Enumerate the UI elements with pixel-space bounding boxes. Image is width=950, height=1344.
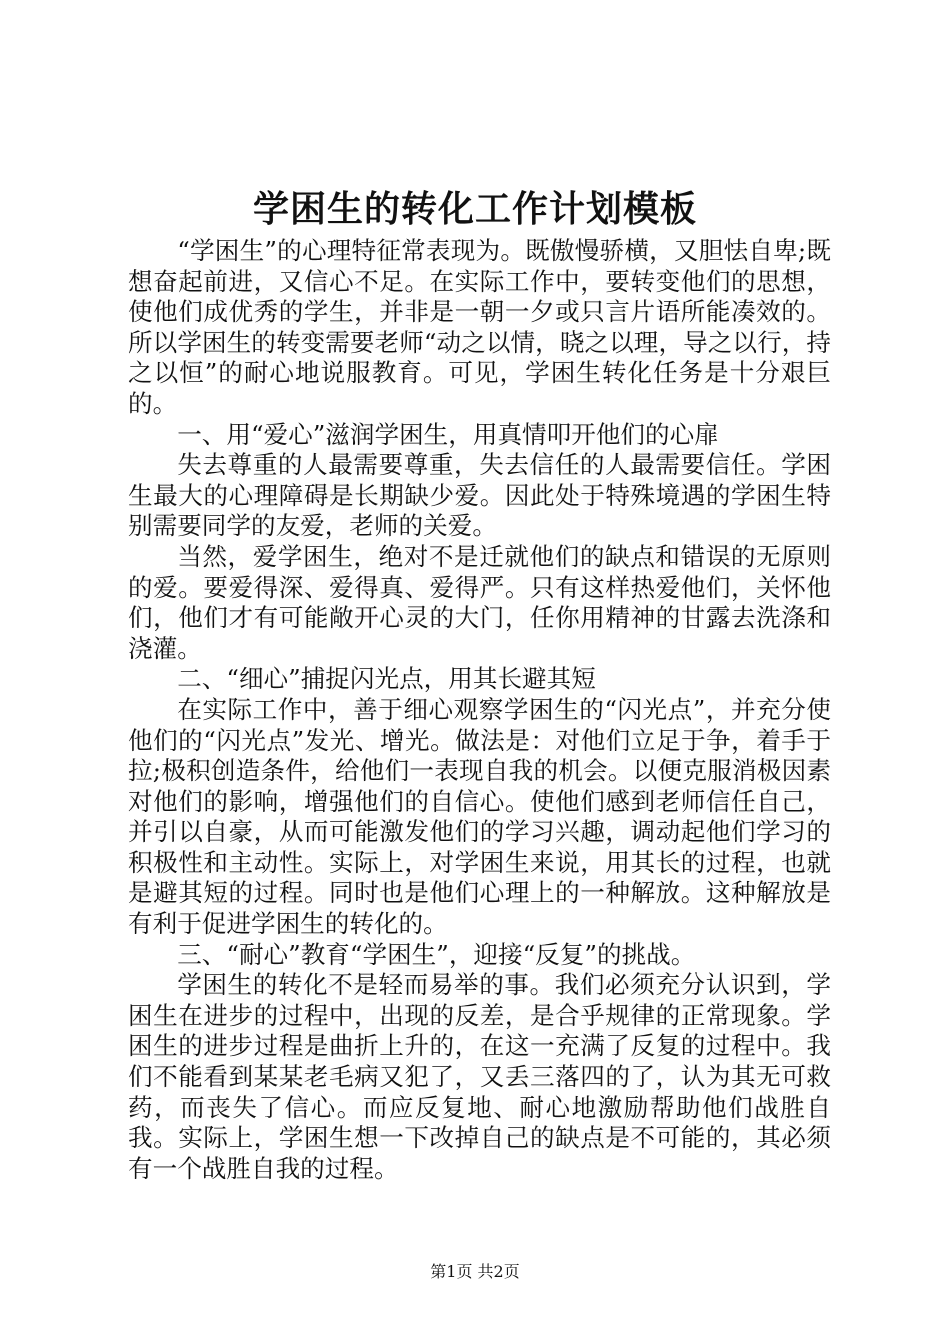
body-paragraph: 学困生的转化不是轻而易举的事。我们必须充分认识到，学困生在进步的过程中，出现的反差，是合乎规律的正常现象。学困生的进步过程是曲折上升的，在这一充满了反复的过程中。我们不能看到某某老毛病又犯了，又丢三落四的了，认为其无可救药，而丧失了信心。而应反复地、耐心地激励帮助他们战胜自我。实际上，学困生想一下改掉自己的缺点是不可能的，其必须有一个战胜自我的过程。 — [128, 970, 831, 1183]
document-title: 学困生的转化工作计划模板 — [252, 188, 697, 230]
body-paragraph: 失去尊重的人最需要尊重，失去信任的人最需要信任。学困生最大的心理障碍是长期缺少爱。因此处于特殊境遇的学困生特别需要同学的友爱，老师的关爱。 — [128, 450, 831, 541]
intro-paragraph: “学困生”的心理特征常表现为。既傲慢骄横，又胆怯自卑;既想奋起前进，又信心不足。在实际工作中，要转变他们的思想，使他们成优秀的学生，并非是一朝一夕或只言片语所能凑效的。所以学困生的转变需要老师“动之以情，晓之以理，导之以行，持之以恒”的耐心地说服教育。可见，学困生转化任务是十分艰巨的。 — [128, 236, 831, 418]
body-paragraph: 当然，爱学困生，绝对不是迁就他们的缺点和错误的无原则的爱。要爱得深、爱得真、爱得严。只有这样热爱他们，关怀他们，他们才有可能敞开心灵的大门，任你用精神的甘露去洗涤和浇灌。 — [128, 541, 831, 663]
section-heading-1: 一、用“爱心”滋润学困生，用真情叩开他们的心扉 — [177, 419, 719, 449]
document-body — [128, 236, 831, 1184]
section-heading-2: 二、“细心”捕捉闪光点，用其长避其短 — [177, 664, 596, 694]
body-paragraph: 在实际工作中，善于细心观察学困生的“闪光点”，并充分使他们的“闪光点”发光、增光。做法是：对他们立足于争，着手于拉;极积创造条件，给他们一表现自我的机会。以便克服消极因素对他们的影响，增强他们的自信心。使他们感到老师信任自己，并引以自豪，从而可能激发他们的学习兴趣，调动起他们学习的积极性和主动性。实际上，对学困生来说，用其长的过程，也就是避其短的过程。同时也是他们心理上的一种解放。这种解放是有利于促进学困生的转化的。 — [128, 694, 831, 939]
page-footer: 第1页 共2页 — [430, 1262, 520, 1281]
section-heading-3: 三、“耐心”教育“学困生”，迎接“反复”的挑战。 — [177, 939, 696, 969]
